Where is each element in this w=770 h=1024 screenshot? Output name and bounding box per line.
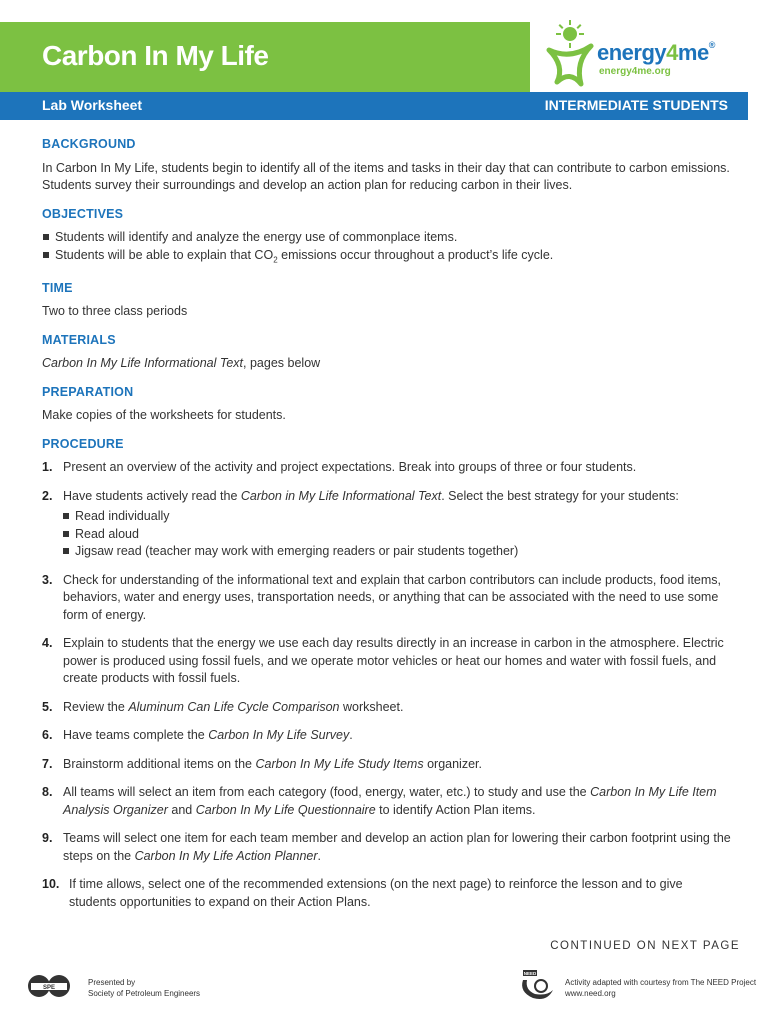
time-section bbox=[42, 280, 732, 321]
procedure-heading: PROCEDURE bbox=[42, 436, 124, 451]
preparation-text: Make copies of the worksheets for students. bbox=[42, 408, 286, 422]
objectives-list bbox=[42, 229, 732, 269]
procedure-step: 10. If time allows, select one of the recommended extensions (on the next page) to reinforce the lesson and to give students opportunities to expand on their Action Plans. bbox=[42, 877, 683, 909]
objectives-heading: OBJECTIVES bbox=[42, 206, 124, 221]
preparation-section bbox=[42, 384, 732, 425]
worksheet-label: Lab Worksheet bbox=[42, 97, 143, 113]
materials-text: Carbon In My Life Informational Text, pages below bbox=[42, 356, 321, 370]
procedure-step: 6. Have teams complete the Carbon In My Life Survey. bbox=[42, 728, 353, 742]
svg-text:NEED: NEED bbox=[523, 971, 537, 976]
background-heading: BACKGROUND bbox=[42, 137, 136, 151]
audience-level: INTERMEDIATE STUDENTS bbox=[544, 97, 728, 113]
continued-note: CONTINUED ON NEXT PAGE bbox=[550, 940, 740, 952]
need-logo-icon bbox=[517, 968, 557, 1004]
procedure-step: 4. Explain to students that the energy we use each day results directly in an increase in carbon in the atmosphere. Electric power is produced using fossil fuels, and we operate motor vehicles or heat our homes and water with fossil fuels, and create products with fossil fuels. bbox=[42, 636, 724, 685]
activity-credit: Activity adapted with courtesy from The NEED Project www.need.org bbox=[565, 978, 757, 998]
time-heading: TIME bbox=[42, 280, 73, 295]
presented-by: Presented by Society of Petroleum Engineers bbox=[88, 978, 201, 998]
objective-item: Students will identify and analyze the energy use of commonplace items. bbox=[42, 229, 732, 247]
materials-section bbox=[42, 332, 732, 373]
svg-text:SPE: SPE bbox=[42, 985, 56, 991]
procedure-step: 9. Teams will select one item for each team member and develop an action plan for lowering their carbon footprint using the steps on the Carbon In My Life Action Planner. bbox=[42, 831, 731, 863]
objective-item: Students will be able to explain that $CO_2$ emissions occur throughout a product’s life cycle. bbox=[42, 247, 732, 269]
logo-wordmark: energy4me® bbox=[597, 40, 715, 65]
energy4me-figure-icon bbox=[545, 20, 595, 88]
page-header bbox=[0, 0, 770, 120]
procedure-step: 2. Have students actively read the Carbon in My Life Informational Text. Select the best strategy for your students: Read individually Read aloud Jigsaw read (teacher may work with emerging readers or pair students together) bbox=[42, 488, 732, 561]
preparation-heading: PREPARATION bbox=[42, 384, 134, 399]
procedure-section bbox=[42, 436, 732, 912]
spe-logo-icon bbox=[25, 970, 75, 1002]
procedure-step: 5. Review the Aluminum Can Life Cycle Comparison worksheet. bbox=[42, 699, 404, 714]
procedure-step: 3. Check for understanding of the informational text and explain that carbon contributors can include products, food items, behaviors, water and energy uses, transportation needs, or anything that can be associated with the need to use some form of energy. bbox=[42, 572, 722, 622]
background-text: In Carbon In My Life, students begin to identify all of the items and tasks in their day that can contribute to carbon emissions. Students survey their surroundings and develop an action plan for reducing carbon in their lives. bbox=[42, 160, 730, 192]
materials-heading: MATERIALS bbox=[42, 332, 116, 347]
energy4me-logo bbox=[545, 20, 745, 88]
logo-url: energy4me.org bbox=[599, 66, 671, 77]
objectives-section bbox=[42, 206, 732, 269]
list-item: Jigsaw read (teacher may work with emerging readers or pair students together) bbox=[63, 543, 732, 561]
time-text: Two to three class periods bbox=[42, 304, 188, 318]
procedure-list bbox=[42, 459, 732, 911]
reading-strategy-list bbox=[63, 508, 732, 561]
procedure-step: 7. Brainstorm additional items on the Carbon In My Life Study Items organizer. bbox=[42, 756, 482, 771]
procedure-step: 8. All teams will select an item from each category (food, energy, water, etc.) to study and use the Carbon In My Life Item Analysis Organizer and Carbon In My Life Questionnaire to identify Action Plan items. bbox=[42, 785, 717, 817]
list-item: Read aloud bbox=[63, 526, 732, 544]
page-title: Carbon In My Life bbox=[42, 40, 269, 71]
list-item: Read individually bbox=[63, 508, 732, 526]
background-section bbox=[42, 136, 732, 195]
procedure-step: 1. Present an overview of the activity and project expectations. Break into groups of three or four students. bbox=[42, 460, 637, 474]
worksheet-body bbox=[42, 136, 732, 922]
